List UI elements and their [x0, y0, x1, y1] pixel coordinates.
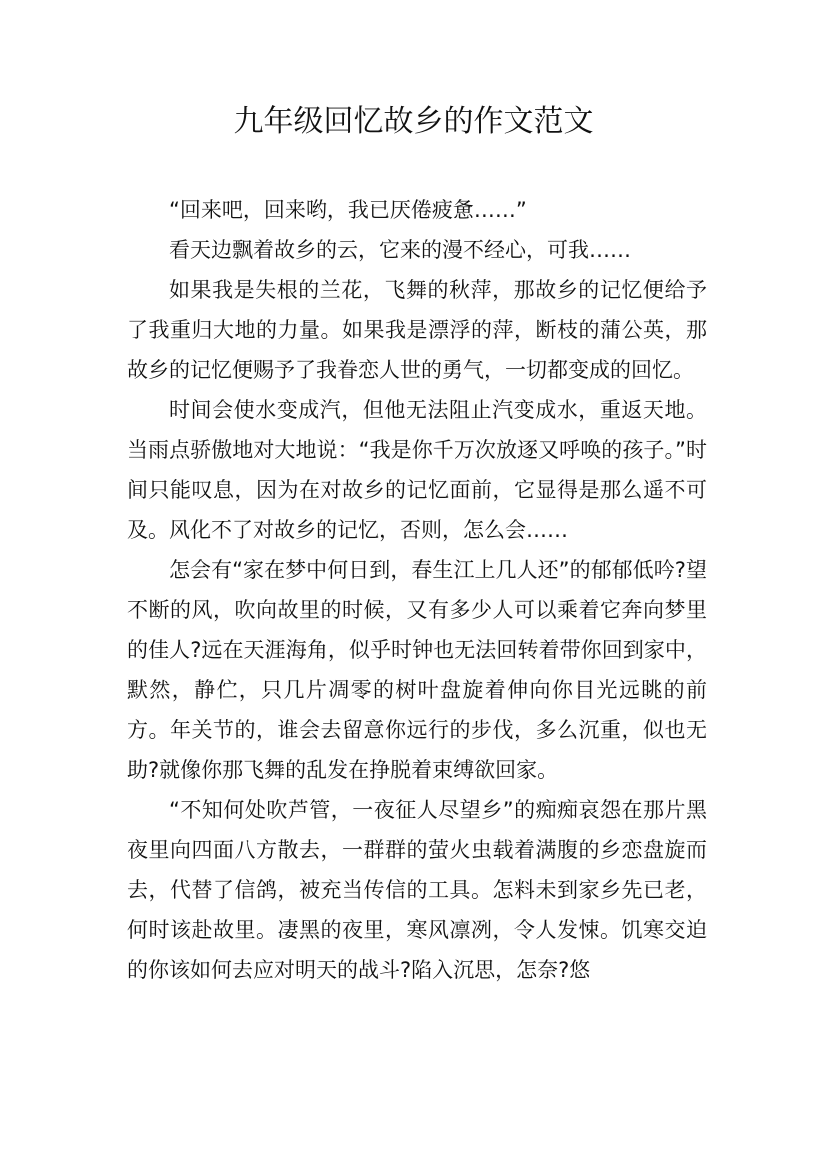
paragraph-1: “回来吧，回来哟，我已厌倦疲惫……” — [169, 198, 527, 222]
paragraph-5: 怎会有“家在梦中何日到，春生江上几人还”的郁郁低吟?望不断的风，吹向故里的时候，又有多少人可以乘着它奔向梦里的佳人?远在天涯海角，似乎时钟也无法回转着带你回到家中，默然，静伫，只几片凋零的树叶盘旋着伸向你目光远眺的前方。年关节的，谁会去留意你远行的步伐，多么沉重，似也无助?就像你那飞舞的乱发在挣脱着束缚欲回家。 — [127, 558, 707, 782]
paragraph-4: 时间会使水变成汽，但他无法阻止汽变成水，重返天地。当雨点骄傲地对大地说：“我是你千万次放逐又呼唤的孩子。”时间只能叹息，因为在对故乡的记忆面前，它显得是那么遥不可及。风化不了对故乡的记忆，否则，怎么会…… — [127, 398, 707, 542]
paragraph-6: “不知何处吹芦管，一夜征人尽望乡”的痴痴哀怨在那片黑夜里向四面八方散去，一群群的萤火虫载着满腹的乡恋盘旋而去，代替了信鸽，被充当传信的工具。怎料未到家乡先已老，何时该赴故里。凄黑的夜里，寒风凛冽，令人发悚。饥寒交迫的你该如何去应对明天的战斗?陷入沉思，怎奈?悠 — [127, 798, 707, 982]
paragraph-3: 如果我是失根的兰花，飞舞的秋萍，那故乡的记忆便给予了我重归大地的力量。如果我是漂浮的萍，断枝的蒲公英，那故乡的记忆便赐予了我眷恋人世的勇气，一切都变成的回忆。 — [127, 278, 707, 382]
document-title: 九年级回忆故乡的作文范文 — [233, 104, 594, 139]
paragraph-2: 看天边飘着故乡的云，它来的漫不经心，可我…… — [169, 238, 631, 262]
document-body — [127, 190, 707, 990]
